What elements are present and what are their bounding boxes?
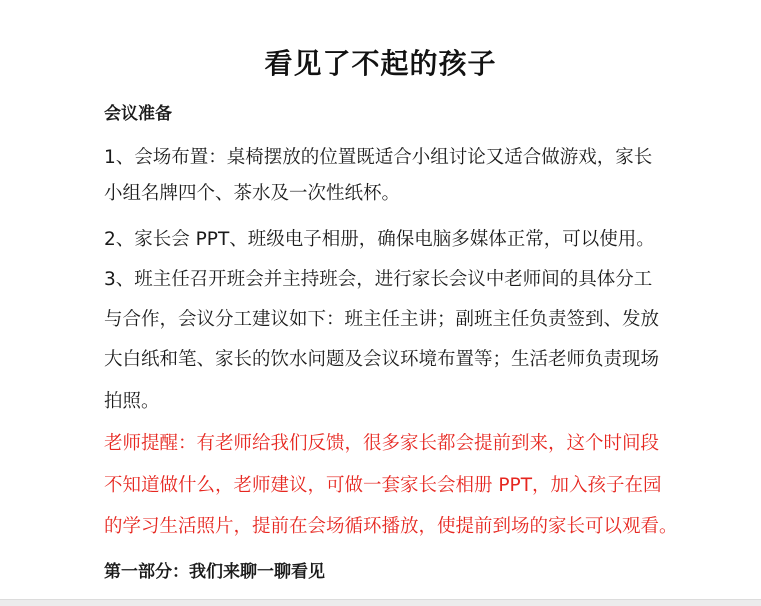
body-line: 大白纸和笔、家长的饮水问题及会议环境布置等；生活老师负责现场 <box>104 349 660 370</box>
body-line: 3、班主任召开班会并主持班会，进行家长会议中老师间的具体分工 <box>104 269 653 290</box>
body-line: 拍照。 <box>104 391 160 412</box>
section-heading-part-one: 第一部分：我们来聊一聊看见 <box>104 562 325 582</box>
section-heading-meeting-prep: 会议准备 <box>104 104 172 124</box>
teacher-reminder-line: 老师提醒：有老师给我们反馈，很多家长都会提前到来，这个时间段 <box>104 433 660 454</box>
document-title: 看见了不起的孩子 <box>264 47 497 80</box>
body-line: 2、家长会 PPT、班级电子相册，确保电脑多媒体正常，可以使用。 <box>104 229 655 250</box>
teacher-reminder-line: 不知道做什么，老师建议，可做一套家长会相册 PPT，加入孩子在园 <box>104 475 662 496</box>
teacher-reminder-line: 的学习生活照片，提前在会场循环播放，使提前到场的家长可以观看。 <box>104 516 678 537</box>
body-line: 小组名牌四个、茶水及一次性纸杯。 <box>104 183 401 204</box>
body-line: 1、会场布置：桌椅摆放的位置既适合小组讨论又适合做游戏，家长 <box>104 147 653 168</box>
page-bottom-divider <box>0 599 761 606</box>
body-line: 与合作，会议分工建议如下：班主任主讲；副班主任负责签到、发放 <box>104 309 660 330</box>
